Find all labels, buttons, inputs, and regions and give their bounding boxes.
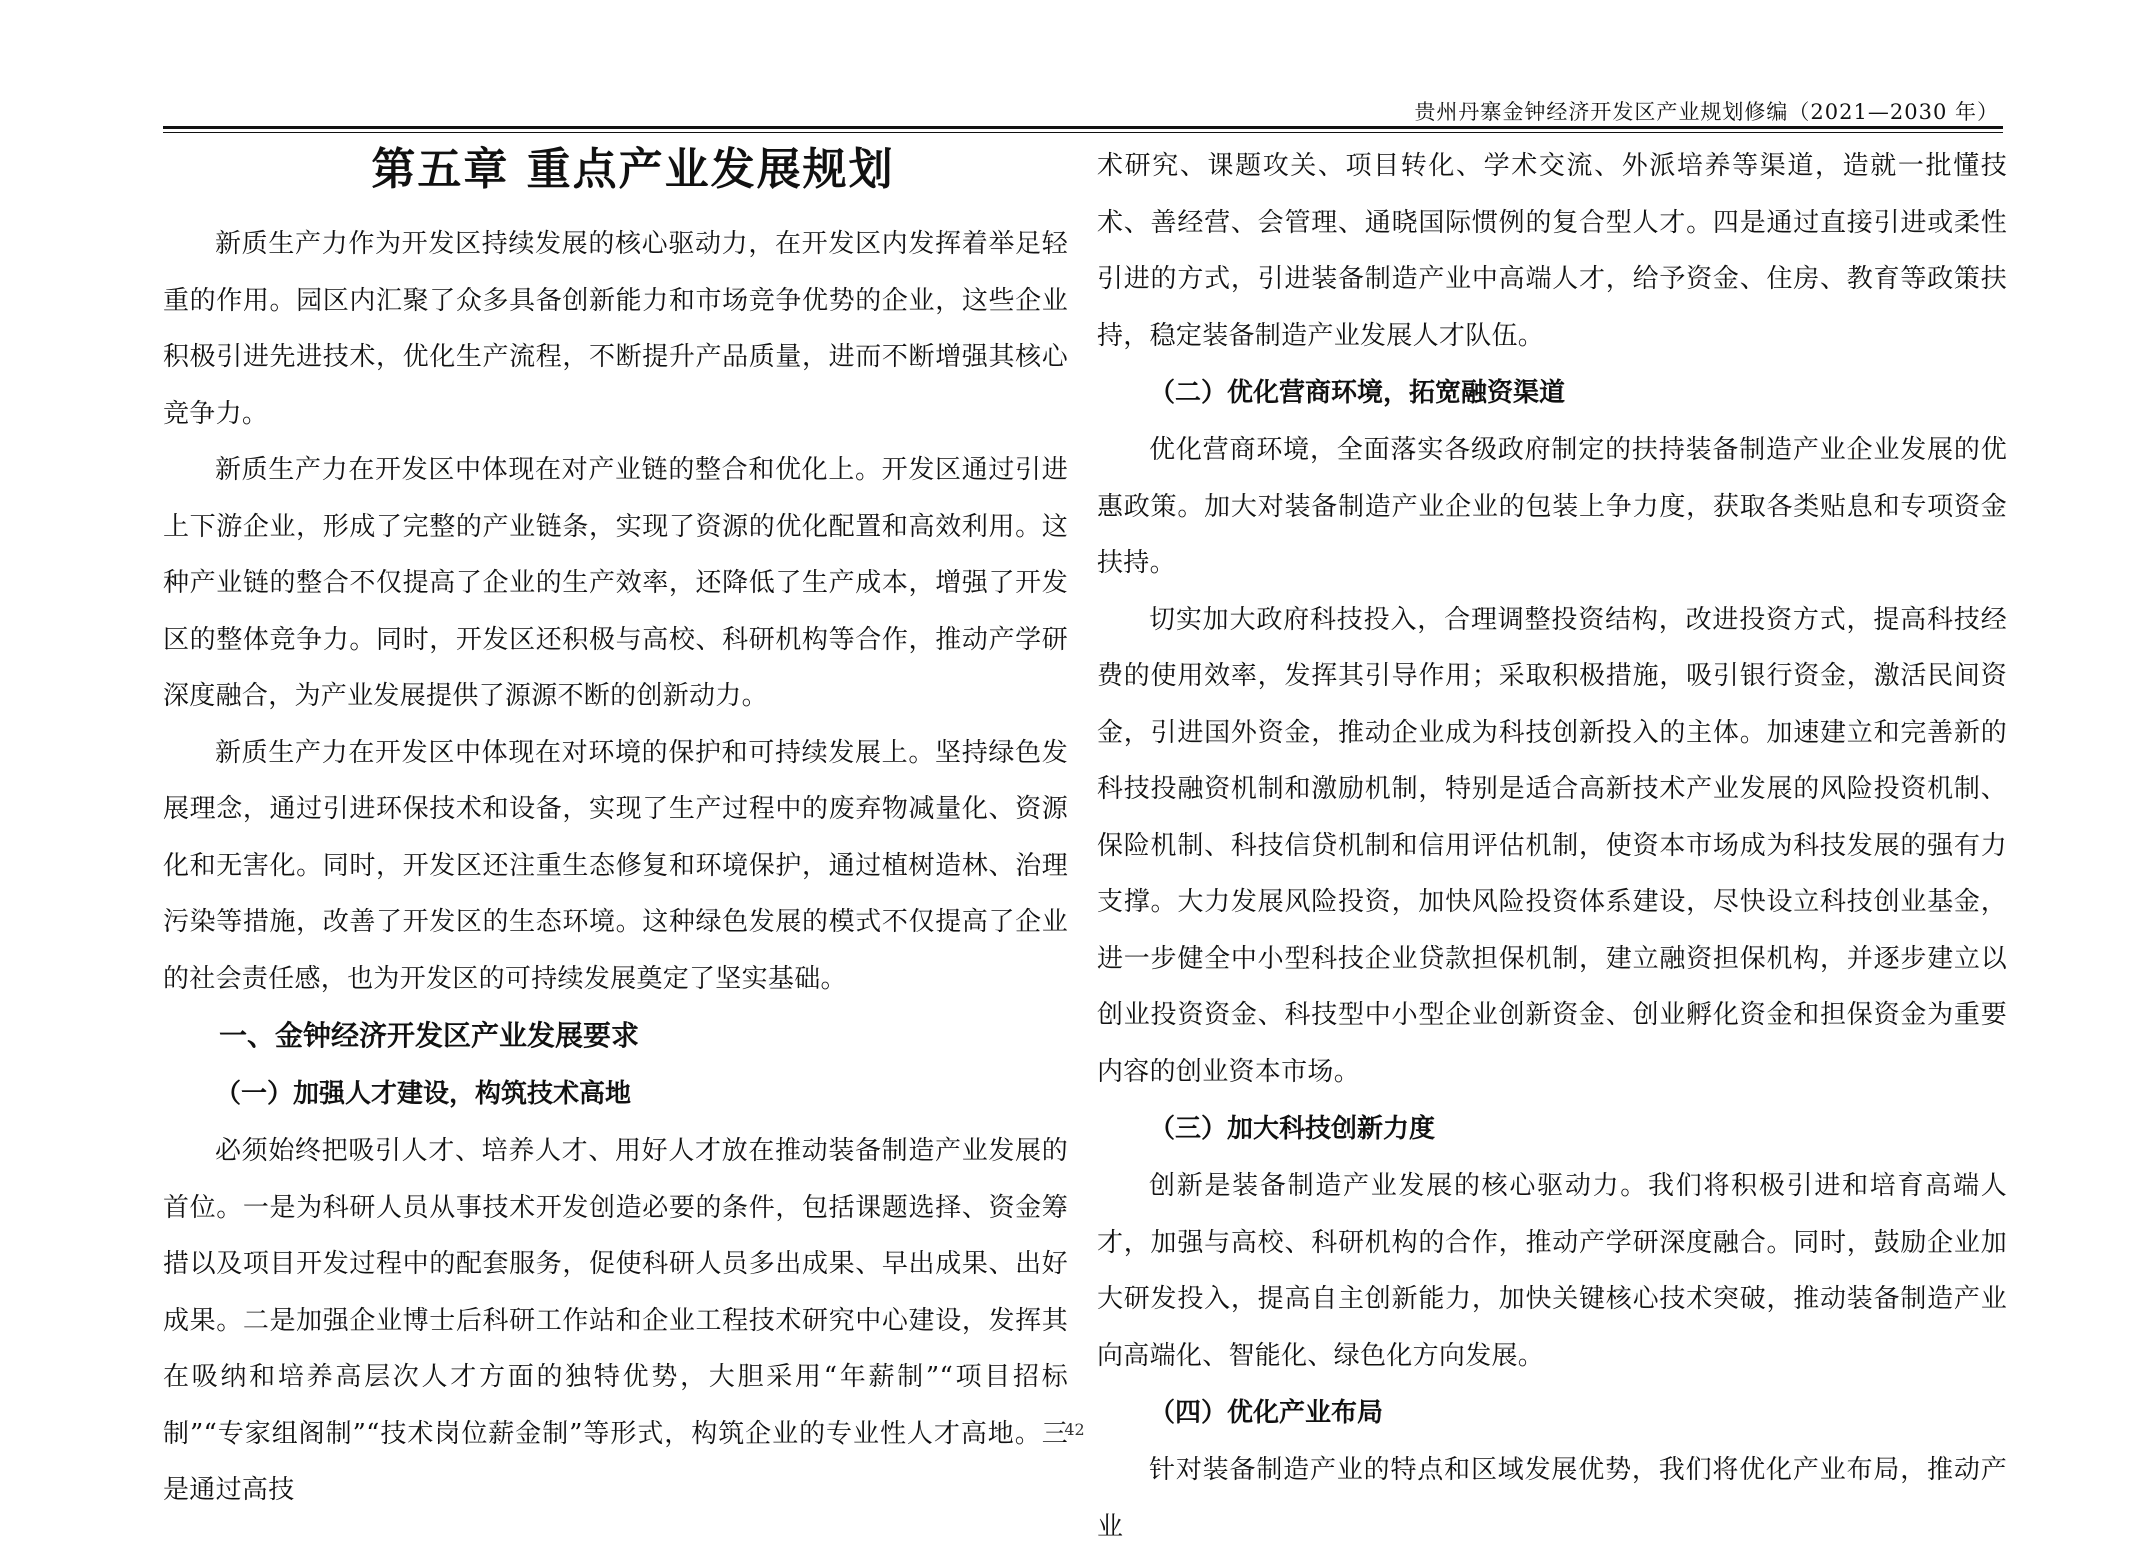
running-header-title: 贵州丹寨金钟经济开发区产业规划修编（2021—2030 年）: [1414, 100, 1999, 124]
continued-paragraph: 术研究、课题攻关、项目转化、学术交流、外派培养等渠道，造就一批懂技术、善经营、会管理、通晓国际惯例的复合型人才。四是通过直接引进或柔性引进的方式，引进装备制造产业中高端人才，给予资金、住房、教育等政策扶持，稳定装备制造产业发展人才队伍。: [1097, 151, 2007, 351]
intro-paragraph-3: 新质生产力在开发区中体现在对环境的保护和可持续发展上。坚持绿色发展理念，通过引进环保技术和设备，实现了生产过程中的废弃物减量化、资源化和无害化。同时，开发区还注重生态修复和环境保护，通过植树造林、治理污染等措施，改善了开发区的生态环境。这种绿色发展的模式不仅提高了企业的社会责任感，也为开发区的可持续发展奠定了坚实基础。: [163, 737, 1068, 994]
intro-paragraph-2: 新质生产力在开发区中体现在对产业链的整合和优化上。开发区通过引进上下游企业，形成了完整的产业链条，实现了资源的优化配置和高效利用。这种产业链的整合不仅提高了企业的生产效率，还降低了生产成本，增强了开发区的整体竞争力。同时，开发区还积极与高校、科研机构等合作，推动产学研深度融合，为产业发展提供了源源不断的创新动力。: [163, 455, 1068, 711]
subsection-4-paragraph: 针对装备制造产业的特点和区域发展优势，我们将优化产业布局，推动产业: [1097, 1455, 2007, 1542]
subsection-4-heading: （四）优化产业布局: [1149, 1398, 1384, 1428]
subsection-2-paragraph-2: 切实加大政府科技投入，合理调整投资结构，改进投资方式，提高科技经费的使用效率，发挥其引导作用；采取积极措施，吸引银行资金，激活民间资金，引进国外资金，推动企业成为科技创新投入的主体。加速建立和完善新的科技投融资机制和激励机制，特别是适合高新技术产业发展的风险投资机制、保险机制、科技信贷机制和信用评估机制，使资本市场成为科技发展的强有力支撑。大力发展风险投资，加快风险投资体系建设，尽快设立科技创业基金，进一步健全中小型科技企业贷款担保机制，建立融资担保机构，并逐步建立以创业投资资金、科技型中小型企业创新资金、创业孵化资金和担保资金为重要内容的创业资本市场。: [1097, 604, 2007, 1087]
subsection-2-paragraph-1: 优化营商环境，全面落实各级政府制定的扶持装备制造产业企业发展的优惠政策。加大对装备制造产业企业的包装上争力度，获取各类贴息和专项资金扶持。: [1097, 435, 2007, 578]
page-number: 42: [1064, 1420, 1085, 1439]
right-column: [1097, 138, 2007, 1555]
section-heading: 一、金钟经济开发区产业发展要求: [219, 1019, 640, 1052]
intro-paragraph-1: 新质生产力作为开发区持续发展的核心驱动力，在开发区内发挥着举足轻重的作用。园区内汇聚了众多具备创新能力和市场竞争优势的企业，这些企业积极引进先进技术，优化生产流程，不断提升产品质量，进而不断增强其核心竞争力。: [163, 229, 1068, 429]
header-rule-thin: [163, 132, 2003, 133]
chapter-title: 第五章 重点产业发展规划: [371, 144, 895, 195]
subsection-1-paragraph: 必须始终把吸引人才、培养人才、用好人才放在推动装备制造产业发展的首位。一是为科研人员从事技术开发创造必要的条件，包括课题选择、资金筹措以及项目开发过程中的配套服务，促使科研人员多出成果、早出成果、出好成果。二是加强企业博士后科研工作站和企业工程技术研究中心建设，发挥其在吸纳和培养高层次人才方面的独特优势，大胆采用“年薪制”“项目招标制”“专家组阁制”“技术岗位薪金制”等形式，构筑企业的专业性人才高地。三是通过高技: [163, 1136, 1068, 1505]
left-column: [163, 138, 1068, 1519]
subsection-3-paragraph: 创新是装备制造产业发展的核心驱动力。我们将积极引进和培育高端人才，加强与高校、科研机构的合作，推动产学研深度融合。同时，鼓励企业加大研发投入，提高自主创新能力，加快关键核心技术突破，推动装备制造产业向高端化、智能化、绿色化方向发展。: [1097, 1171, 2007, 1371]
subsection-1-heading: （一）加强人才建设，构筑技术高地: [215, 1079, 632, 1109]
subsection-3-heading: （三）加大科技创新力度: [1149, 1114, 1436, 1144]
header-rule-thick: [163, 126, 2003, 129]
subsection-2-heading: （二）优化营商环境，拓宽融资渠道: [1149, 378, 1566, 408]
